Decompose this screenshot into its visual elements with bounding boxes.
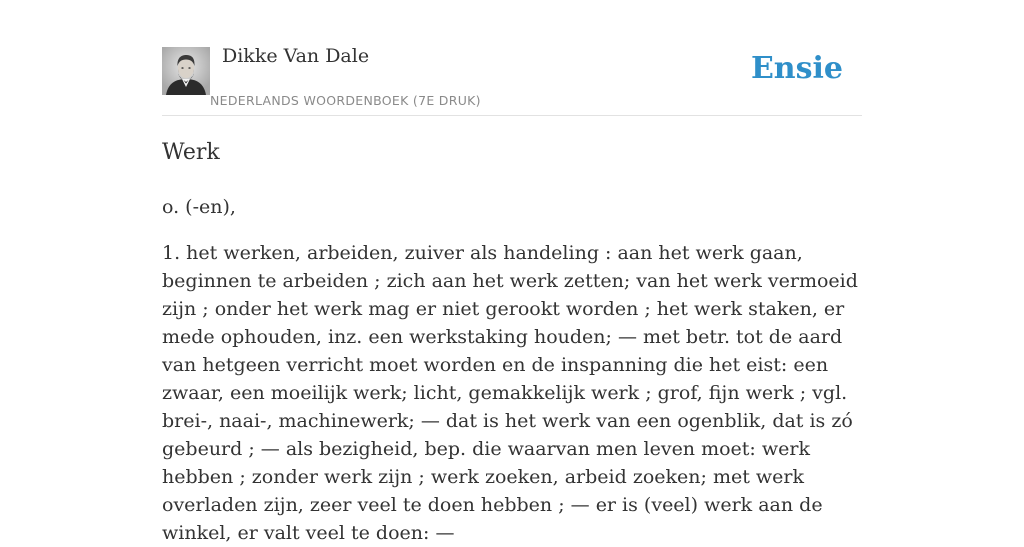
entry-grammar: o. (-en), [162, 196, 236, 218]
entry-title: Werk [162, 140, 220, 165]
portrait-image [162, 47, 210, 95]
author-avatar[interactable] [162, 47, 210, 95]
entry-definition: 1. het werken, arbeiden, zuiver als handeling : aan het werk gaan, beginnen te arbeiden ; zich aan het werk zetten; van het werk vermoeid zijn ; onder het werk mag er niet gerookt worden ; het werk staken, er mede ophouden, inz. een werkstaking houden; — met betr. tot de aard van hetgeen verricht moet worden en de inspanning die het eist: een zwaar, een moeilijk werk; licht, gemakkelijk werk ; grof, fijn werk ; vgl. brei-, naai-, machinewerk; — dat is het werk van een ogenblik, dat is zó gebeurd ; — als bezigheid, bep. die waarvan men leven moet: werk hebben ; zonder werk zijn ; werk zoeken, arbeid zoeken; met werk overladen zijn, zeer veel te doen hebben ; — er is (veel) werk aan de winkel, er valt veel te doen: — [162, 242, 858, 544]
brand-logo[interactable]: Ensie [750, 51, 843, 86]
header [162, 0, 862, 116]
author-name[interactable]: Dikke Van Dale [222, 45, 370, 67]
source-label[interactable]: NEDERLANDS WOORDENBOEK (7E DRUK) [210, 93, 481, 108]
page [162, 0, 862, 544]
